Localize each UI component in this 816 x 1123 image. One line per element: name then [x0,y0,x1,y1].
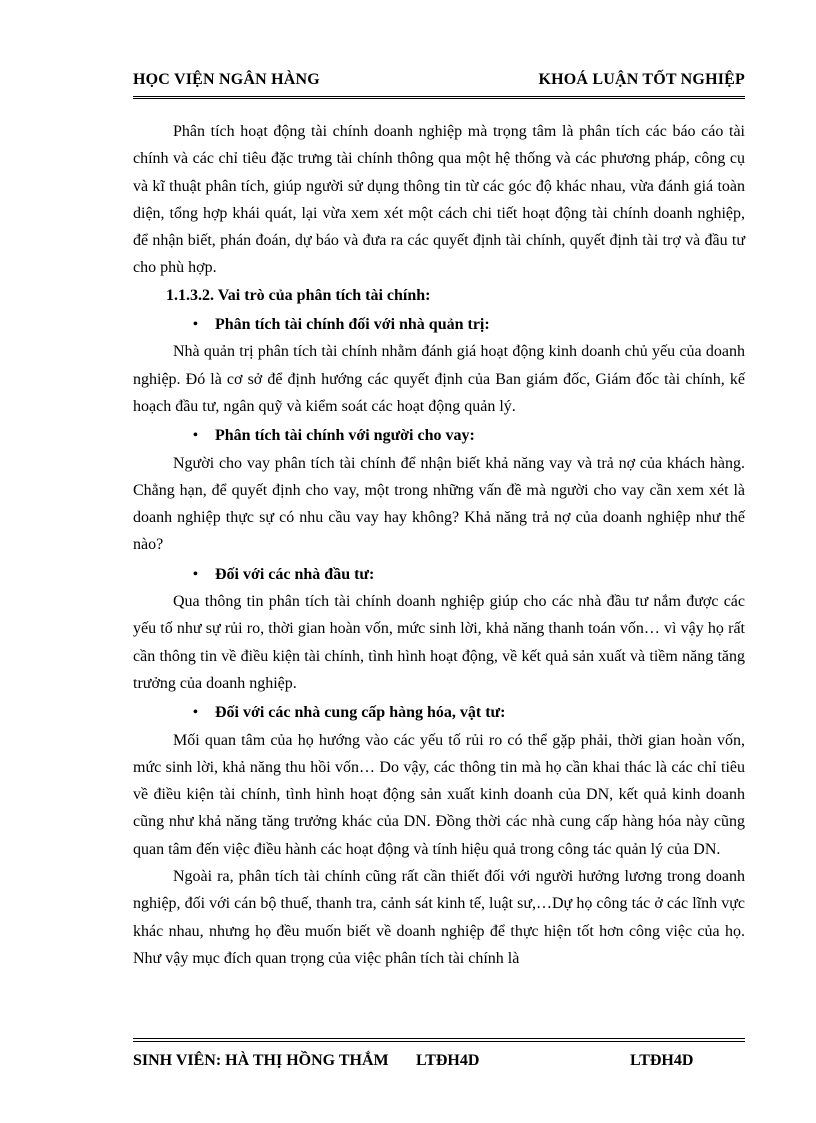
paragraph-investors: Qua thông tin phân tích tài chính doanh nghiệp giúp cho các nhà đầu tư nắm được các yếu tố như sự rủi ro, thời gian hoàn vốn, mức sinh lời, khả năng thanh toán vốn… vì vậy họ rất cần thông tin về điều kiện tài chính, tình hình hoạt động, về kết quả sản xuất và tiềm năng tăng trưởng của doanh nghiệp. [133,593,745,692]
footer-class-code: LTĐH4D [416,1052,480,1069]
bullet-dot-icon: • [193,428,198,444]
bullet-text: Phân tích tài chính với người cho vay: [215,427,475,445]
page-header [133,71,745,95]
bullet-text: Đối với các nhà cung cấp hàng hóa, vật tư: [215,704,506,722]
paragraph-managers: Nhà quản trị phân tích tài chính nhằm đánh giá hoạt động kinh doanh chủ yếu của doanh nghiệp. Đó là cơ sở để định hướng các quyết định của Ban giám đốc, Giám đốc tài chính, kế hoạch đầu tư, ngân quỹ và kiểm soát các hoạt động quản lý. [133,343,745,415]
bullet-dot-icon: • [193,705,198,721]
bullet-heading-investors [193,561,745,588]
page-body [133,118,745,972]
section-heading: 1.1.3.2. Vai trò của phân tích tài chính: [166,286,431,304]
header-thesis-title: KHOÁ LUẬN TỐT NGHIỆP [538,71,745,88]
paragraph-lenders: Người cho vay phân tích tài chính để nhận biết khả năng vay và trả nợ của khách hàng. Chẳng hạn, để quyết định cho vay, một trong những vấn đề mà người cho vay cần xem xét là doanh nghiệp thực sự có nhu cầu vay hay không? Khả năng trả nợ của doanh nghiệp như thế nào? [133,454,745,554]
footer-divider [133,1038,745,1042]
bullet-heading-managers [193,311,745,338]
bullet-heading-lenders [193,422,745,449]
bullet-dot-icon: • [193,317,198,333]
footer-class-code-2: LTĐH4D [630,1052,694,1069]
bullet-text: Phân tích tài chính đối với nhà quản trị: [215,316,490,334]
bullet-text: Đối với các nhà đầu tư: [215,565,375,583]
bullet-dot-icon: • [193,566,198,582]
page-footer [133,1052,745,1076]
paragraph-others: Ngoài ra, phân tích tài chính cũng rất cần thiết đối với người hưởng lương trong doanh nghiệp, đối với cán bộ thuế, thanh tra, cảnh sát kinh tế, luật sư,…Dự họ công tác ở các lĩnh vực khác nhau, nhưng họ đều muốn biết về doanh nghiệp để thực hiện tốt hơn công việc của họ. Như vậy mục đích quan trọng của việc phân tích tài chính là [133,868,745,967]
footer-student-name: SINH VIÊN: HÀ THỊ HỒNG THẮM [133,1052,389,1069]
header-divider [133,96,745,99]
paragraph-intro: Phân tích hoạt động tài chính doanh nghiệp mà trọng tâm là phân tích các báo cáo tài chính và các chỉ tiêu đặc trưng tài chính thông qua một hệ thống và các phương pháp, công cụ và kĩ thuật phân tích, giúp người sử dụng thông tin từ các góc độ khác nhau, vừa đánh giá toàn diện, tổng hợp khái quát, lại vừa xem xét một cách chi tiết hoạt động tài chính doanh nghiệp, để nhận biết, phán đoán, dự báo và đưa ra các quyết định tài chính, quyết định tài trợ và đầu tư cho phù hợp. [133,123,745,277]
bullet-heading-suppliers [193,699,745,726]
paragraph-suppliers: Mối quan tâm của họ hướng vào các yếu tố rủi ro có thể gặp phải, thời gian hoàn vốn, mức sinh lời, khả năng thu hồi vốn… Do vậy, các thông tin mà họ cần khai thác là các chỉ tiêu về điều kiện tài chính, tình hình hoạt động sản xuất kinh doanh của DN, kết quả kinh doanh cũng như khả năng tăng trưởng khác của DN. Đồng thời các nhà cung cấp hàng hóa này cũng quan tâm đến việc điều hành các hoạt động và tính hiệu quả trong công tác quản lý của DN. [133,731,745,858]
header-institution: HỌC VIỆN NGÂN HÀNG [133,71,320,88]
